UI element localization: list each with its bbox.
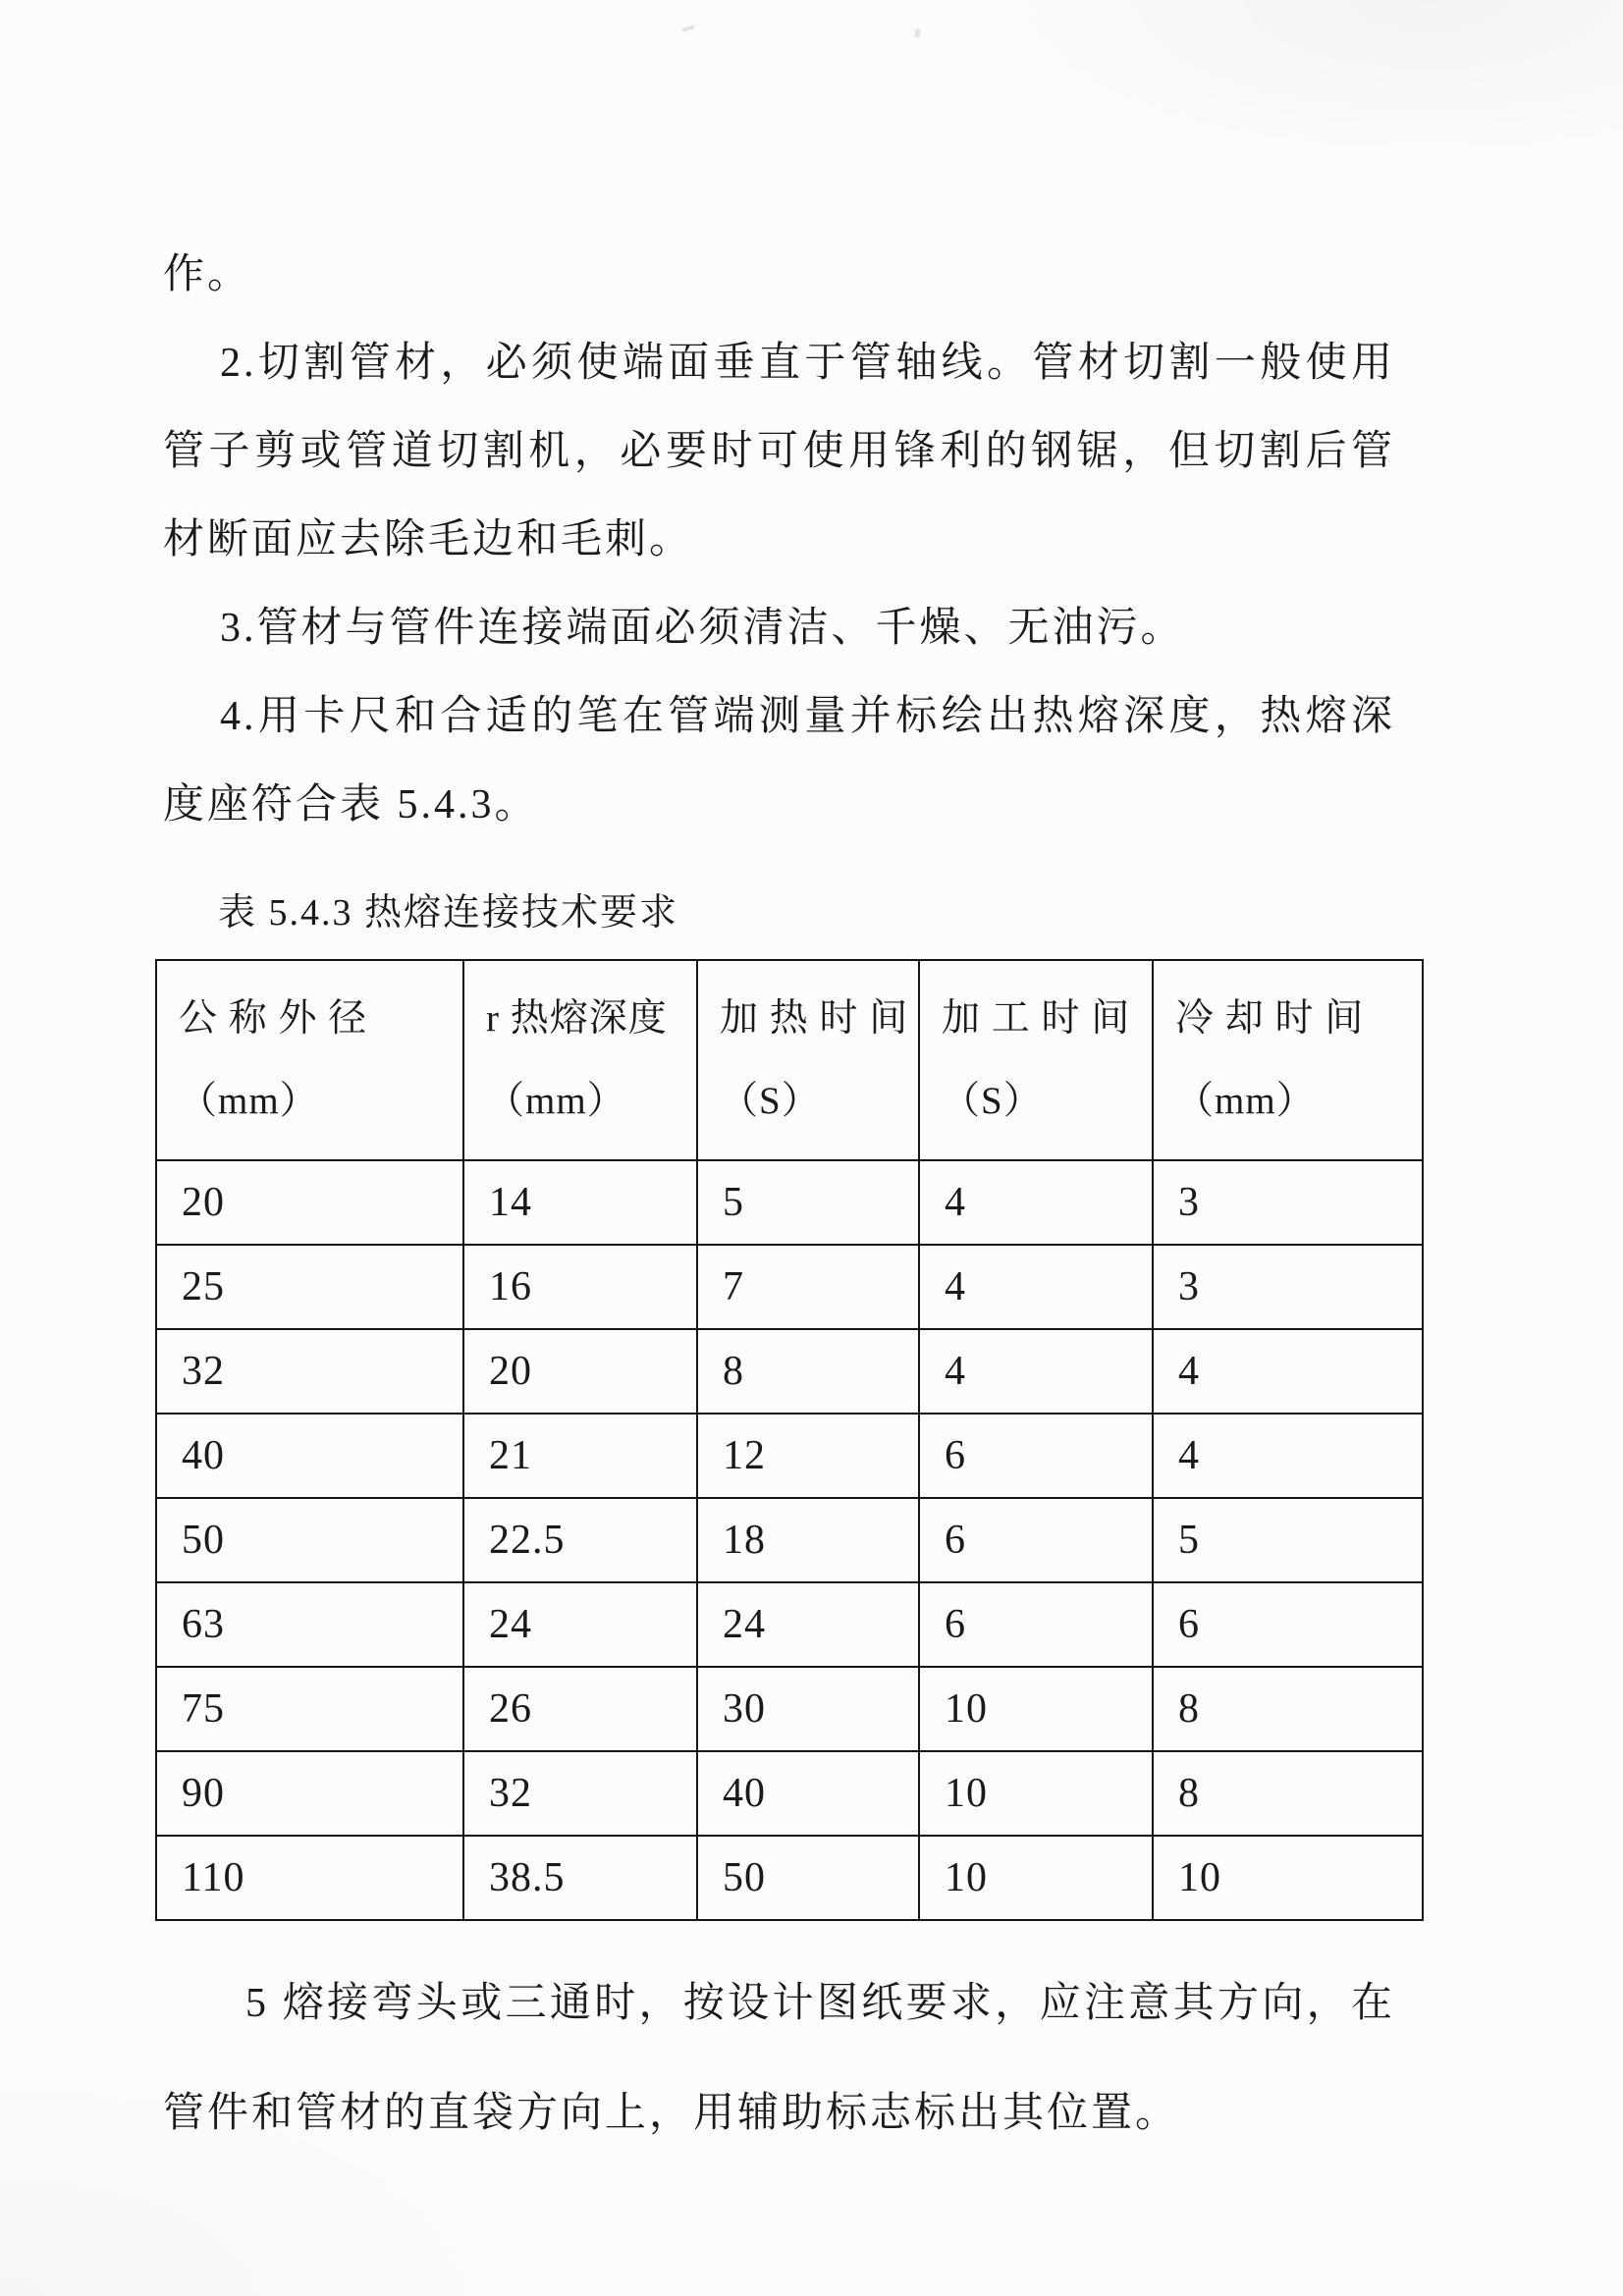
table-title: 表 5.4.3 热熔连接技术要求: [218, 892, 679, 934]
header-unit: （S）: [942, 1080, 1043, 1122]
table-cell: 8: [1153, 1667, 1423, 1751]
table-row: [156, 1414, 1423, 1498]
col-header-nominal-outer-diameter: [156, 960, 463, 1160]
header-label: 加 热 时 间: [720, 997, 909, 1040]
table-cell: 8: [697, 1329, 919, 1414]
table-row: [156, 1245, 1423, 1329]
table-cell: 5: [1153, 1498, 1423, 1582]
table-row: [156, 1498, 1423, 1582]
table-cell: 4: [919, 1329, 1153, 1414]
header-unit: （mm）: [179, 1080, 319, 1122]
table-cell: 32: [463, 1751, 697, 1836]
table-cell: 38.5: [463, 1836, 697, 1920]
table-cell: 6: [919, 1582, 1153, 1667]
table-cell: 32: [156, 1329, 463, 1414]
col-header-cooling-time: [1153, 960, 1423, 1160]
table-cell: 6: [919, 1414, 1153, 1498]
table-cell: 24: [697, 1582, 919, 1667]
table-cell: 20: [156, 1160, 463, 1245]
table-cell: 24: [463, 1582, 697, 1667]
table-cell: 18: [697, 1498, 919, 1582]
table-cell: 26: [463, 1667, 697, 1751]
table-cell: 10: [919, 1667, 1153, 1751]
header-label: 公 称 外 径: [179, 997, 368, 1040]
table-cell: 40: [156, 1414, 463, 1498]
header-label: 加 工 时 间: [942, 997, 1131, 1040]
table-cell: 30: [697, 1667, 919, 1751]
table-cell: 90: [156, 1751, 463, 1836]
table-cell: 7: [697, 1245, 919, 1329]
table-row: [156, 1329, 1423, 1414]
table-cell: 50: [156, 1498, 463, 1582]
table-cell: 6: [919, 1498, 1153, 1582]
table-cell: 10: [919, 1836, 1153, 1920]
table-cell: 22.5: [463, 1498, 697, 1582]
table-header-row: [156, 960, 1423, 1160]
paragraph-2-cutting: 2.切割管材，必须使端面垂直于管轴线。管材切割一般使用管子剪或管道切割机，必要时可使用锋利的钢锯，但切割后管材断面应去除毛边和毛刺。: [163, 341, 1395, 562]
table-cell: 10: [919, 1751, 1153, 1836]
table-cell: 14: [463, 1160, 697, 1245]
table-cell: 10: [1153, 1836, 1423, 1920]
table-cell: 75: [156, 1667, 463, 1751]
paragraph-3-cleaning: 3.管材与管件连接端面必须清洁、千燥、无油污。: [220, 606, 1185, 651]
table-cell: 4: [919, 1160, 1153, 1245]
table-cell: 4: [1153, 1329, 1423, 1414]
paragraph-fragment: 作。: [163, 252, 252, 297]
table-cell: 8: [1153, 1751, 1423, 1836]
header-label: r 热熔深度: [486, 997, 668, 1040]
header-unit: （S）: [720, 1080, 821, 1122]
table-cell: 16: [463, 1245, 697, 1329]
paragraph-4-marking: 4.用卡尺和合适的笔在管端测量并标绘出热熔深度，热熔深度座符合表 5.4.3。: [163, 694, 1395, 828]
col-header-heating-time: [697, 960, 919, 1160]
table-cell: 4: [919, 1245, 1153, 1329]
table-row: [156, 1751, 1423, 1836]
table-row: [156, 1582, 1423, 1667]
col-header-processing-time: [919, 960, 1153, 1160]
table-cell: 110: [156, 1836, 463, 1920]
header-label: 冷 却 时 间: [1175, 997, 1365, 1040]
table-cell: 25: [156, 1245, 463, 1329]
table-cell: 50: [697, 1836, 919, 1920]
paragraph-5-elbow-tee: 5 熔接弯头或三通时，按设计图纸要求，应注意其方向，在管件和管材的直袋方向上，用辅助标志标出其位置。: [163, 1981, 1395, 2136]
table-cell: 21: [463, 1414, 697, 1498]
table-row: [156, 1836, 1423, 1920]
table-cell: 3: [1153, 1245, 1423, 1329]
table-cell: 5: [697, 1160, 919, 1245]
header-unit: （mm）: [1175, 1080, 1316, 1122]
table-cell: 12: [697, 1414, 919, 1498]
table-cell: 6: [1153, 1582, 1423, 1667]
table-row: [156, 1667, 1423, 1751]
table-cell: 3: [1153, 1160, 1423, 1245]
table-cell: 20: [463, 1329, 697, 1414]
col-header-fusion-depth: [463, 960, 697, 1160]
table-cell: 40: [697, 1751, 919, 1836]
table-cell: 63: [156, 1582, 463, 1667]
fusion-connection-spec-table: [155, 959, 1424, 1921]
table-row: [156, 1160, 1423, 1245]
table-cell: 4: [1153, 1414, 1423, 1498]
header-unit: （mm）: [486, 1080, 626, 1122]
